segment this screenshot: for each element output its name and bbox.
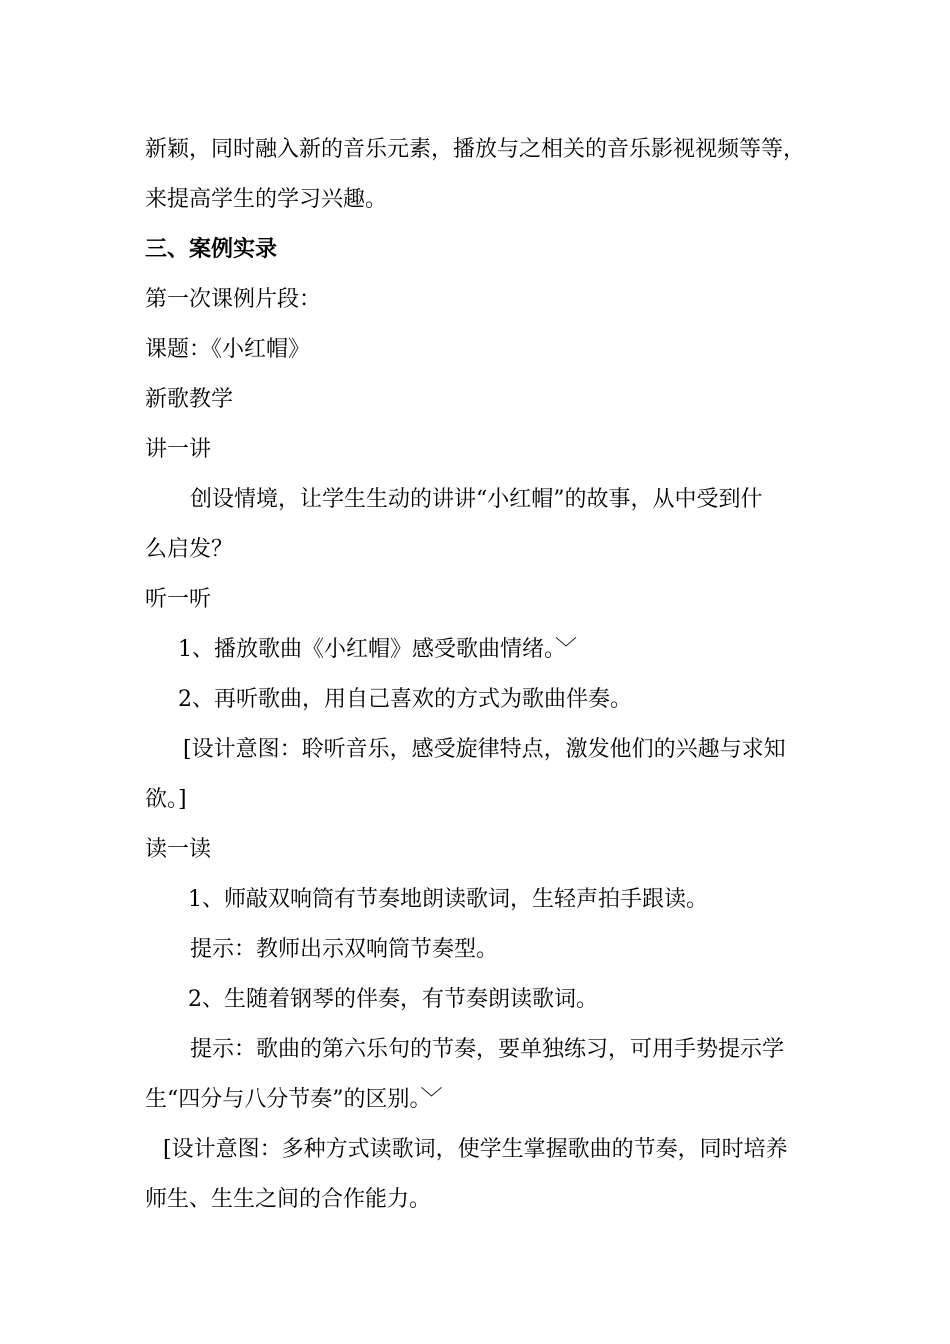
list-item: 2、生随着钢琴的伴奏，有节奏朗读歌词。 — [188, 987, 598, 1012]
paragraph-line: 新颖，同时融入新的音乐元素，播放与之相关的音乐影视视频等等， — [145, 137, 806, 162]
design-note: 欲。] — [145, 787, 187, 812]
hint-line: 提示：歌曲的第六乐句的节奏，要单独练习，可用手势提示学 — [190, 1037, 785, 1062]
subheading: 听一听 — [145, 587, 212, 612]
design-note: 师生、生生之间的合作能力。 — [145, 1187, 432, 1212]
list-item: 1、师敲双响筒有节奏地朗读歌词，生轻声拍手跟读。 — [188, 887, 708, 912]
paragraph-line: 新歌教学 — [145, 387, 234, 412]
list-item: 1、播放歌曲《小红帽》感受歌曲情绪。﹀ — [178, 637, 577, 662]
lesson-title: 课题：《小红帽》 — [145, 337, 311, 362]
paragraph-line: 么启发？ — [145, 537, 234, 562]
paragraph-line: 创设情境，让学生生动的讲讲“小红帽”的故事，从中受到什 — [190, 487, 763, 512]
subheading: 讲一讲 — [145, 437, 212, 462]
hint-line: 生“四分与八分节奏”的区别。﹀ — [145, 1087, 443, 1112]
section-heading: 三、案例实录 — [145, 237, 278, 262]
paragraph-line: 第一次课例片段： — [145, 287, 322, 312]
paragraph-line: 来提高学生的学习兴趣。 — [145, 187, 388, 212]
design-note: [设计意图：多种方式读歌词，使学生掌握歌曲的节奏，同时培养 — [163, 1137, 788, 1162]
list-item: 2、再听歌曲，用自己喜欢的方式为歌曲伴奏。 — [178, 687, 632, 712]
subheading: 读一读 — [145, 837, 212, 862]
hint-line: 提示：教师出示双响筒节奏型。 — [190, 937, 499, 962]
design-note: [设计意图：聆听音乐，感受旋律特点，激发他们的兴趣与求知 — [183, 737, 786, 762]
